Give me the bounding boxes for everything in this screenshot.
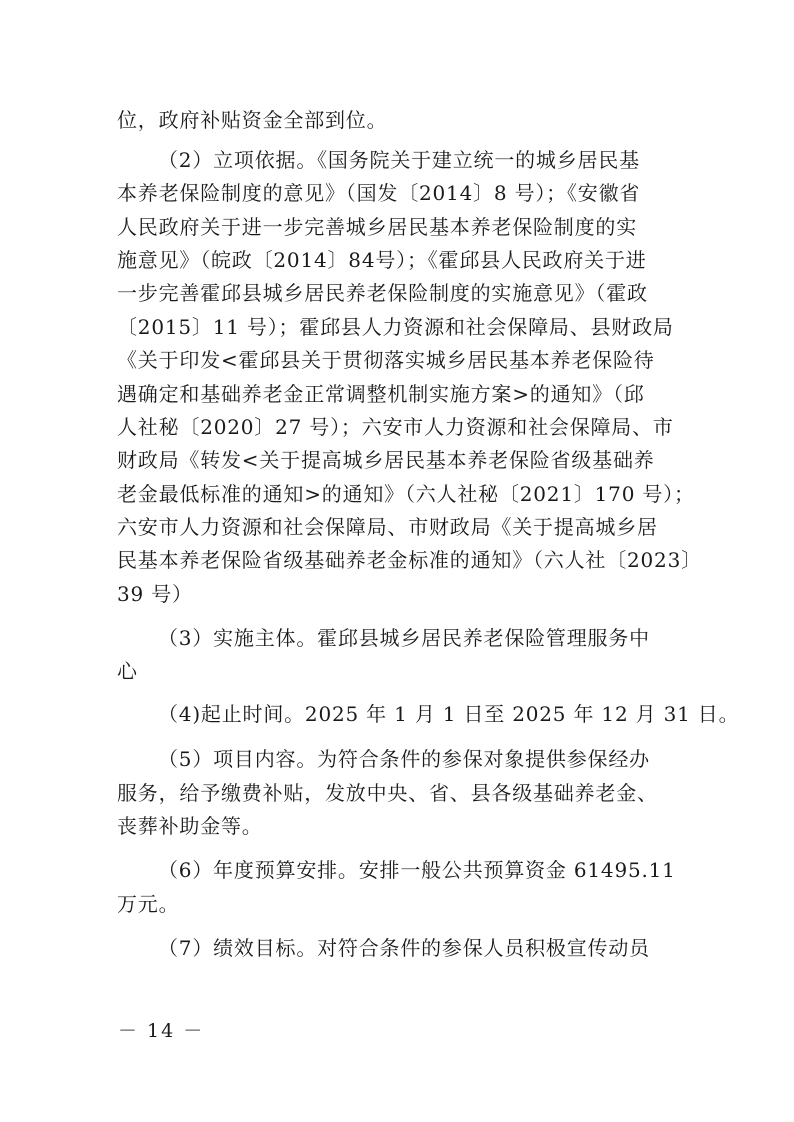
text-line: 财政局《转发<关于提高城乡居民基本养老保险省级基础养 <box>117 448 655 472</box>
text-line: （7）绩效目标。对符合条件的参保人员积极宣传动员 <box>158 936 650 960</box>
text-line: 人民政府关于进一步完善城乡居民基本养老保险制度的实 <box>117 215 637 239</box>
text-line: 万元。 <box>117 892 180 916</box>
text-line: 民基本养老保险省级基础养老金标准的通知》（六人社〔2023〕 <box>117 548 702 572</box>
text-line: 一步完善霍邱县城乡居民养老保险制度的实施意见》（霍政 <box>117 281 648 305</box>
text-line: 人社秘〔2020〕27 号）；六安市人力资源和社会保障局、市 <box>117 415 674 439</box>
text-line: （4)起止时间。2025 年 1 月 1 日至 2025 年 12 月 31 日。 <box>158 702 740 726</box>
text-line: （3）实施主体。霍邱县城乡居民养老保险管理服务中 <box>158 626 650 650</box>
text-line: 施意见》（皖政〔2014〕84号）；《霍邱县人民政府关于进 <box>117 248 647 272</box>
text-line: 心 <box>117 659 138 683</box>
text-line: （5）项目内容。为符合条件的参保对象提供参保经办 <box>158 747 650 771</box>
page-number: － 14 － <box>118 1020 205 1042</box>
text-line: （6）年度预算安排。安排一般公共预算资金 61495.11 <box>158 858 676 882</box>
text-line: 老金最低标准的通知>的通知》（六人社秘〔2021〕170 号）； <box>117 482 695 506</box>
text-line: （2）立项依据。《国务院关于建立统一的城乡居民基 <box>158 148 640 172</box>
text-line: 《关于印发<霍邱县关于贯彻落实城乡居民基本养老保险待 <box>117 348 655 372</box>
text-line: 服务，给予缴费补贴，发放中央、省、县各级基础养老金、 <box>117 781 658 805</box>
text-line: 39 号） <box>117 582 193 606</box>
text-line: 遇确定和基础养老金正常调整机制实施方案>的通知》（邱 <box>117 382 645 406</box>
text-line: 丧葬补助金等。 <box>117 814 263 838</box>
text-line: 本养老保险制度的意见》（国发〔2014〕8 号）；《安徽省 <box>117 181 641 205</box>
text-line: 位，政府补贴资金全部到位。 <box>117 108 388 132</box>
text-line: 六安市人力资源和社会保障局、市财政局《关于提高城乡居 <box>117 515 658 539</box>
text-line: 〔2015〕11 号）；霍邱县人力资源和社会保障局、县财政局 <box>117 315 674 339</box>
